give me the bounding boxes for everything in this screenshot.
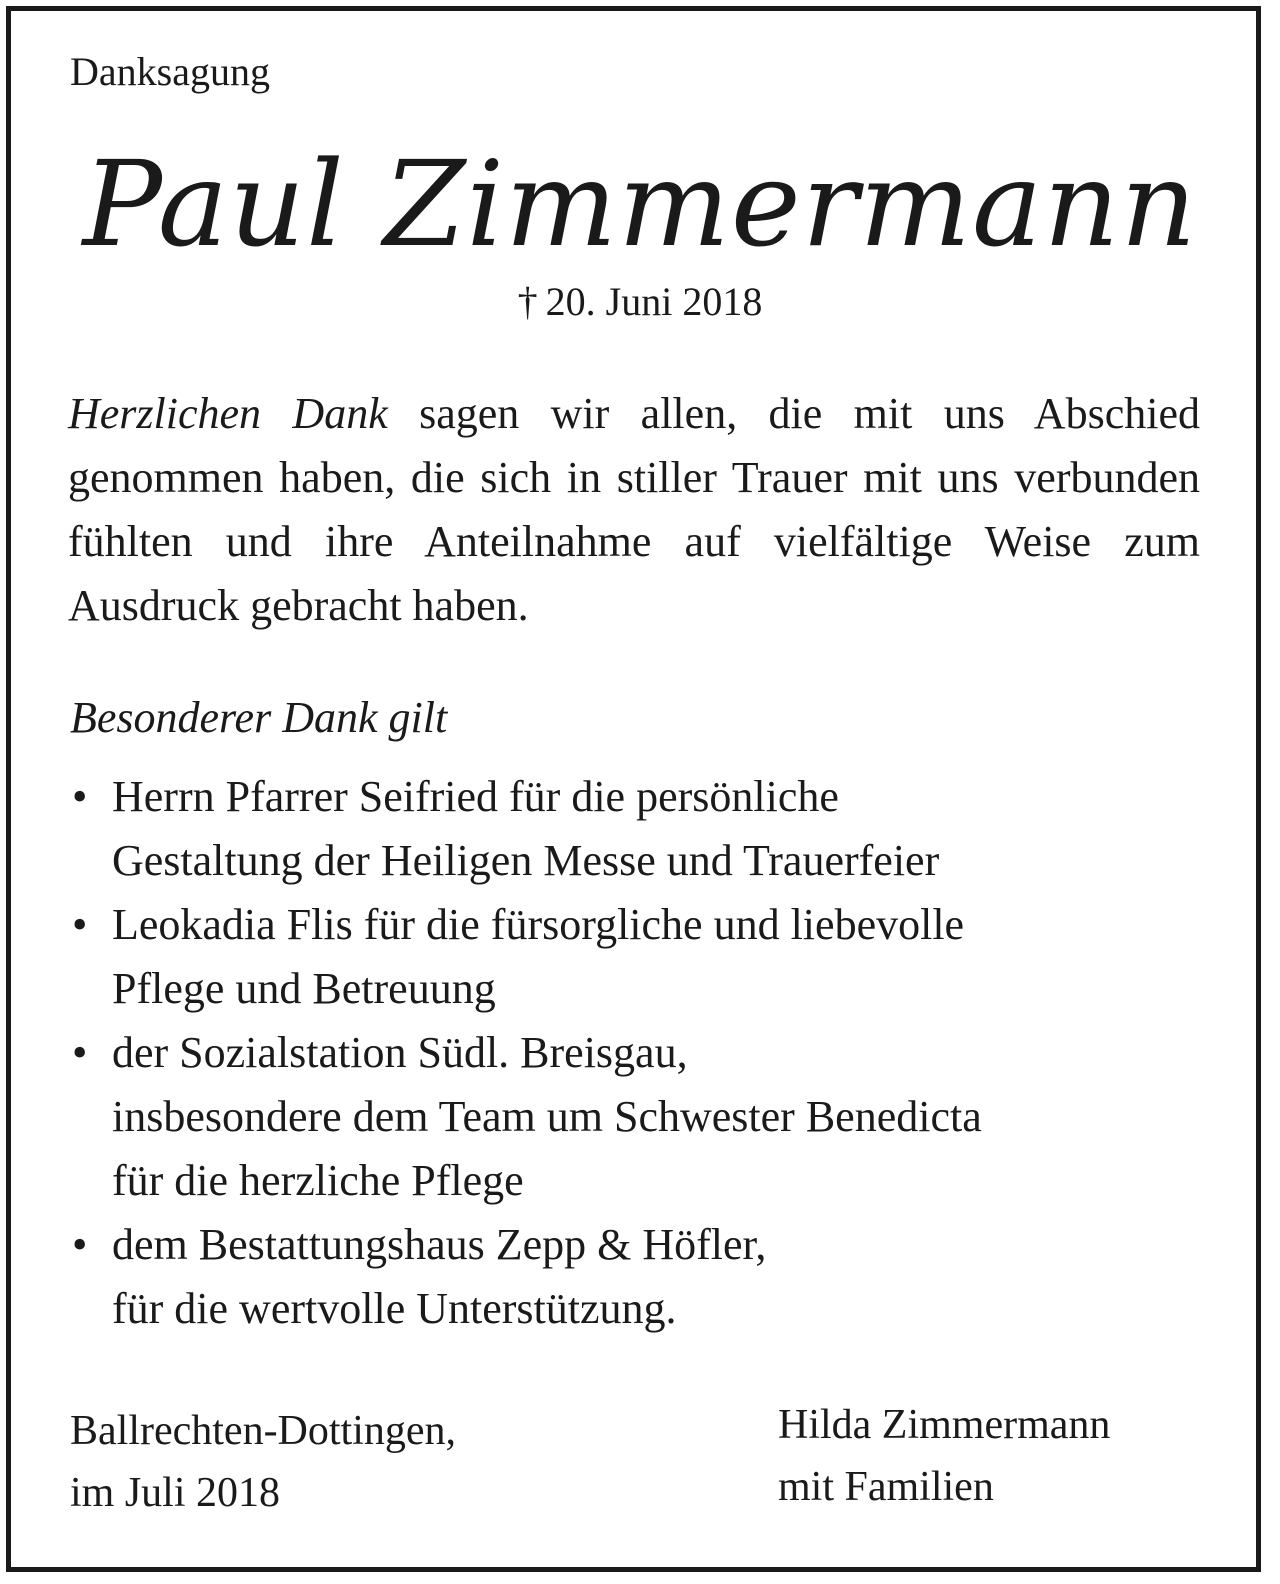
bullet-icon: • xyxy=(72,900,88,949)
thanks-paragraph xyxy=(68,382,1200,638)
list-item-line: Herrn Pfarrer Seifried für die persönliche xyxy=(112,772,839,821)
death-date: 20. Juni 2018 xyxy=(545,279,763,324)
list-item xyxy=(68,1213,1208,1341)
bullet-icon: • xyxy=(72,1220,88,1269)
bullet-icon: • xyxy=(72,772,88,821)
list-item-line: für die herzliche Pflege xyxy=(112,1156,524,1205)
list-item-line: Gestaltung der Heiligen Messe und Trauerfeier xyxy=(112,836,940,885)
thanks-text: sagen wir allen, die mit uns Abschied genommen haben, die sich in stiller Trauer mit uns verbunden fühlten und ihre Anteilnahme auf vielfältige Weise zum Ausdruck gebracht haben. xyxy=(68,389,1200,630)
list-item-line: Leokadia Flis für die fürsorgliche und liebevolle xyxy=(112,900,965,949)
list-item-line: dem Bestattungshaus Zepp & Höfler, xyxy=(112,1220,767,1269)
thanks-lead: Herzlichen Dank xyxy=(68,389,388,438)
list-item-line: Pflege und Betreuung xyxy=(112,964,496,1013)
bullet-icon: • xyxy=(72,1028,88,1077)
notice-heading: Danksagung xyxy=(70,49,270,94)
date-line: im Juli 2018 xyxy=(70,1470,281,1516)
list-item-line: für die wertvolle Unterstützung. xyxy=(112,1284,677,1333)
signature-name: Hilda Zimmermann xyxy=(778,1402,1111,1448)
special-thanks-title: Besonderer Dank gilt xyxy=(70,693,448,742)
place-line: Ballrechten-Dottingen, xyxy=(70,1408,457,1454)
death-date-line xyxy=(0,279,1280,324)
special-thanks-list xyxy=(68,765,1208,1341)
deceased-name: Paul Zimmermann xyxy=(82,135,1198,273)
list-item xyxy=(68,765,1208,893)
list-item xyxy=(68,893,1208,1021)
cross-icon: † xyxy=(517,279,538,324)
signature xyxy=(778,1394,1110,1518)
place-date xyxy=(70,1400,456,1524)
list-item-line: der Sozialstation Südl. Breisgau, xyxy=(112,1028,688,1077)
list-item xyxy=(68,1021,1208,1213)
signature-family: mit Familien xyxy=(778,1464,994,1510)
list-item-line: insbesondere dem Team um Schwester Benedicta xyxy=(112,1092,982,1141)
